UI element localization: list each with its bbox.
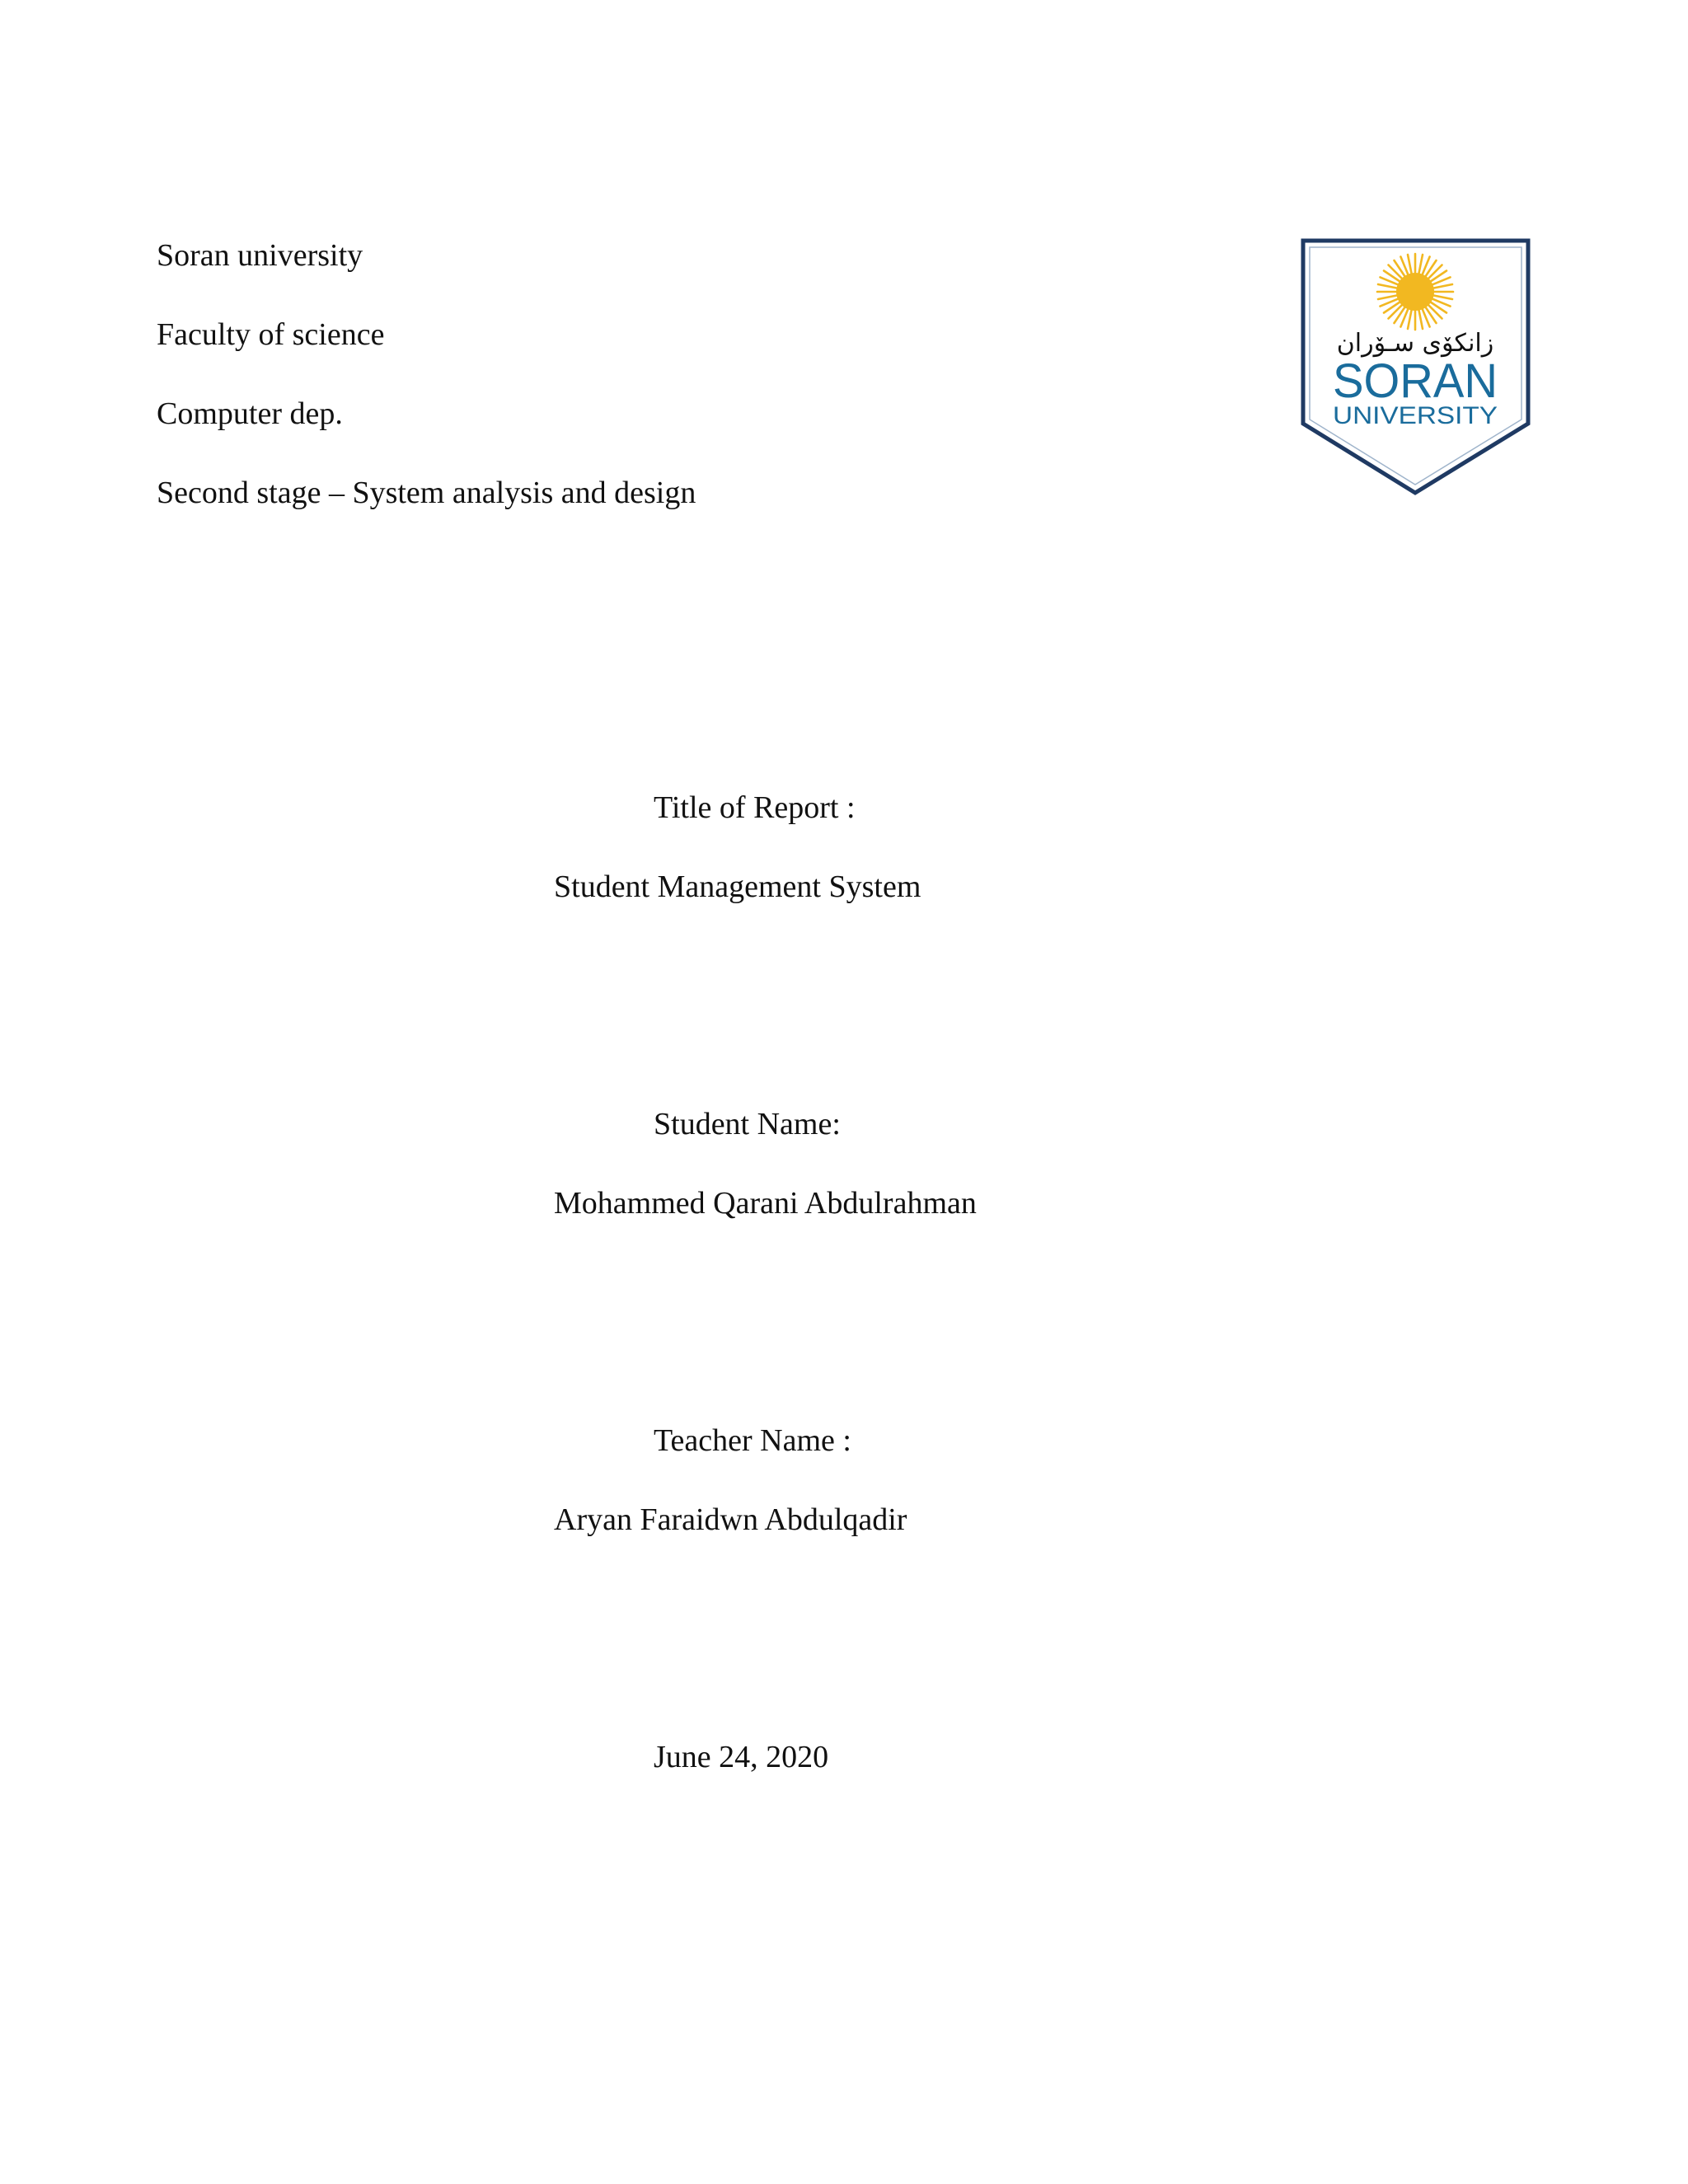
- student-name: Mohammed Qarani Abdulrahman: [554, 1186, 977, 1221]
- faculty-name: Faculty of science: [157, 317, 385, 352]
- soran-university-logo: [1298, 236, 1533, 498]
- report-date: June 24, 2020: [654, 1740, 829, 1774]
- sun-icon: [1377, 254, 1453, 330]
- report-title: Student Management System: [554, 869, 921, 904]
- university-name: Soran university: [157, 238, 363, 273]
- teacher-name-label: Teacher Name :: [654, 1423, 851, 1458]
- logo-university-text: UNIVERSITY: [1333, 402, 1498, 429]
- logo-soran-text: SORAN: [1333, 354, 1498, 408]
- report-title-label: Title of Report :: [654, 790, 856, 825]
- department-name: Computer dep.: [157, 396, 343, 431]
- student-name-label: Student Name:: [654, 1107, 841, 1141]
- teacher-name: Aryan Faraidwn Abdulqadir: [554, 1502, 907, 1537]
- logo-kurdish-text: زانكۆی سـۆران: [1336, 329, 1494, 358]
- stage-and-course: Second stage – System analysis and design: [157, 476, 696, 510]
